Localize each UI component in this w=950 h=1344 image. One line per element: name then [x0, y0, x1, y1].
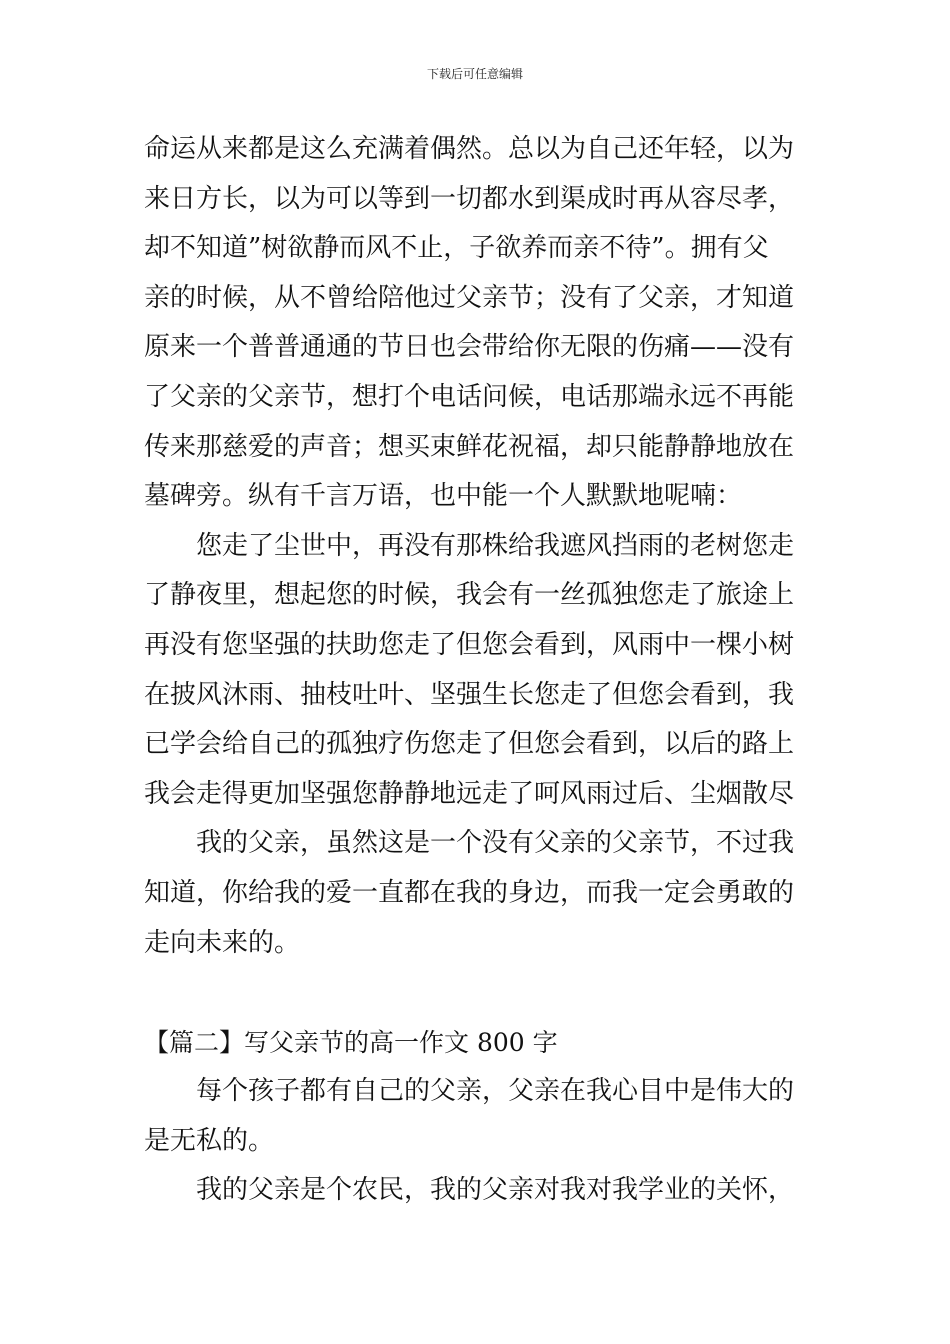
document-body: [144, 125, 806, 1216]
paragraph-2-line: 再没有您坚强的扶助您走了但您会看到，风雨中一棵小树: [144, 629, 795, 660]
paragraph-2-line: 我会走得更加坚强您静静地远走了呵风雨过后、尘烟散尽: [144, 778, 795, 809]
paragraph-1-line: 了父亲的父亲节，想打个电话问候，电话那端永远不再能: [144, 381, 795, 412]
page-header: 下载后可任意编辑: [426, 67, 523, 81]
paragraph-3-line: 走向未来的。: [144, 927, 301, 958]
paragraph-2-line: 了静夜里，想起您的时候，我会有一丝孤独您走了旅途上: [144, 580, 795, 611]
paragraph-1-line: 原来一个普普通通的节日也会带给你无限的伤痛——没有: [144, 332, 795, 363]
paragraph-1-line: 传来那慈爱的声音；想买束鲜花祝福，却只能静静地放在: [144, 431, 795, 462]
paragraph-4-line: 是无私的。: [144, 1125, 275, 1156]
paragraph-1-line: 却不知道”树欲静而风不止，子欲养而亲不待”。拥有父: [144, 233, 769, 264]
paragraph-4-line: 每个孩子都有自己的父亲，父亲在我心目中是伟大的: [196, 1076, 795, 1107]
paragraph-1-line: 命运从来都是这么充满着偶然。总以为自己还年轻，以为: [144, 134, 795, 164]
paragraph-1-line: 亲的时候，从不曾给陪他过父亲节；没有了父亲，才知道: [144, 282, 795, 313]
paragraph-2-line: 在披风沐雨、抽枝吐叶、坚强生长您走了但您会看到，我: [144, 679, 795, 710]
paragraph-5-line: 我的父亲是个农民，我的父亲对我对我学业的关怀，: [196, 1175, 795, 1206]
paragraph-2-line: 您走了尘世中，再没有那株给我遮风挡雨的老树您走: [196, 530, 795, 561]
paragraph-1-line: 墓碑旁。纵有千言万语，也中能一个人默默地呢喃：: [144, 481, 743, 512]
paragraph-2-line: 已学会给自己的孤独疗伤您走了但您会看到，以后的路上: [144, 729, 795, 760]
paragraph-1-line: 来日方长，以为可以等到一切都水到渠成时再从容尽孝，: [144, 183, 795, 214]
paragraph-3-line: 我的父亲，虽然这是一个没有父亲的父亲节，不过我: [196, 828, 795, 859]
blank-line: [144, 968, 806, 1018]
section-heading: 【篇二】写父亲节的高一作文 800 字: [144, 1027, 558, 1057]
paragraph-3-line: 知道，你给我的爱一直都在我的身边，而我一定会勇敢的: [144, 877, 795, 908]
